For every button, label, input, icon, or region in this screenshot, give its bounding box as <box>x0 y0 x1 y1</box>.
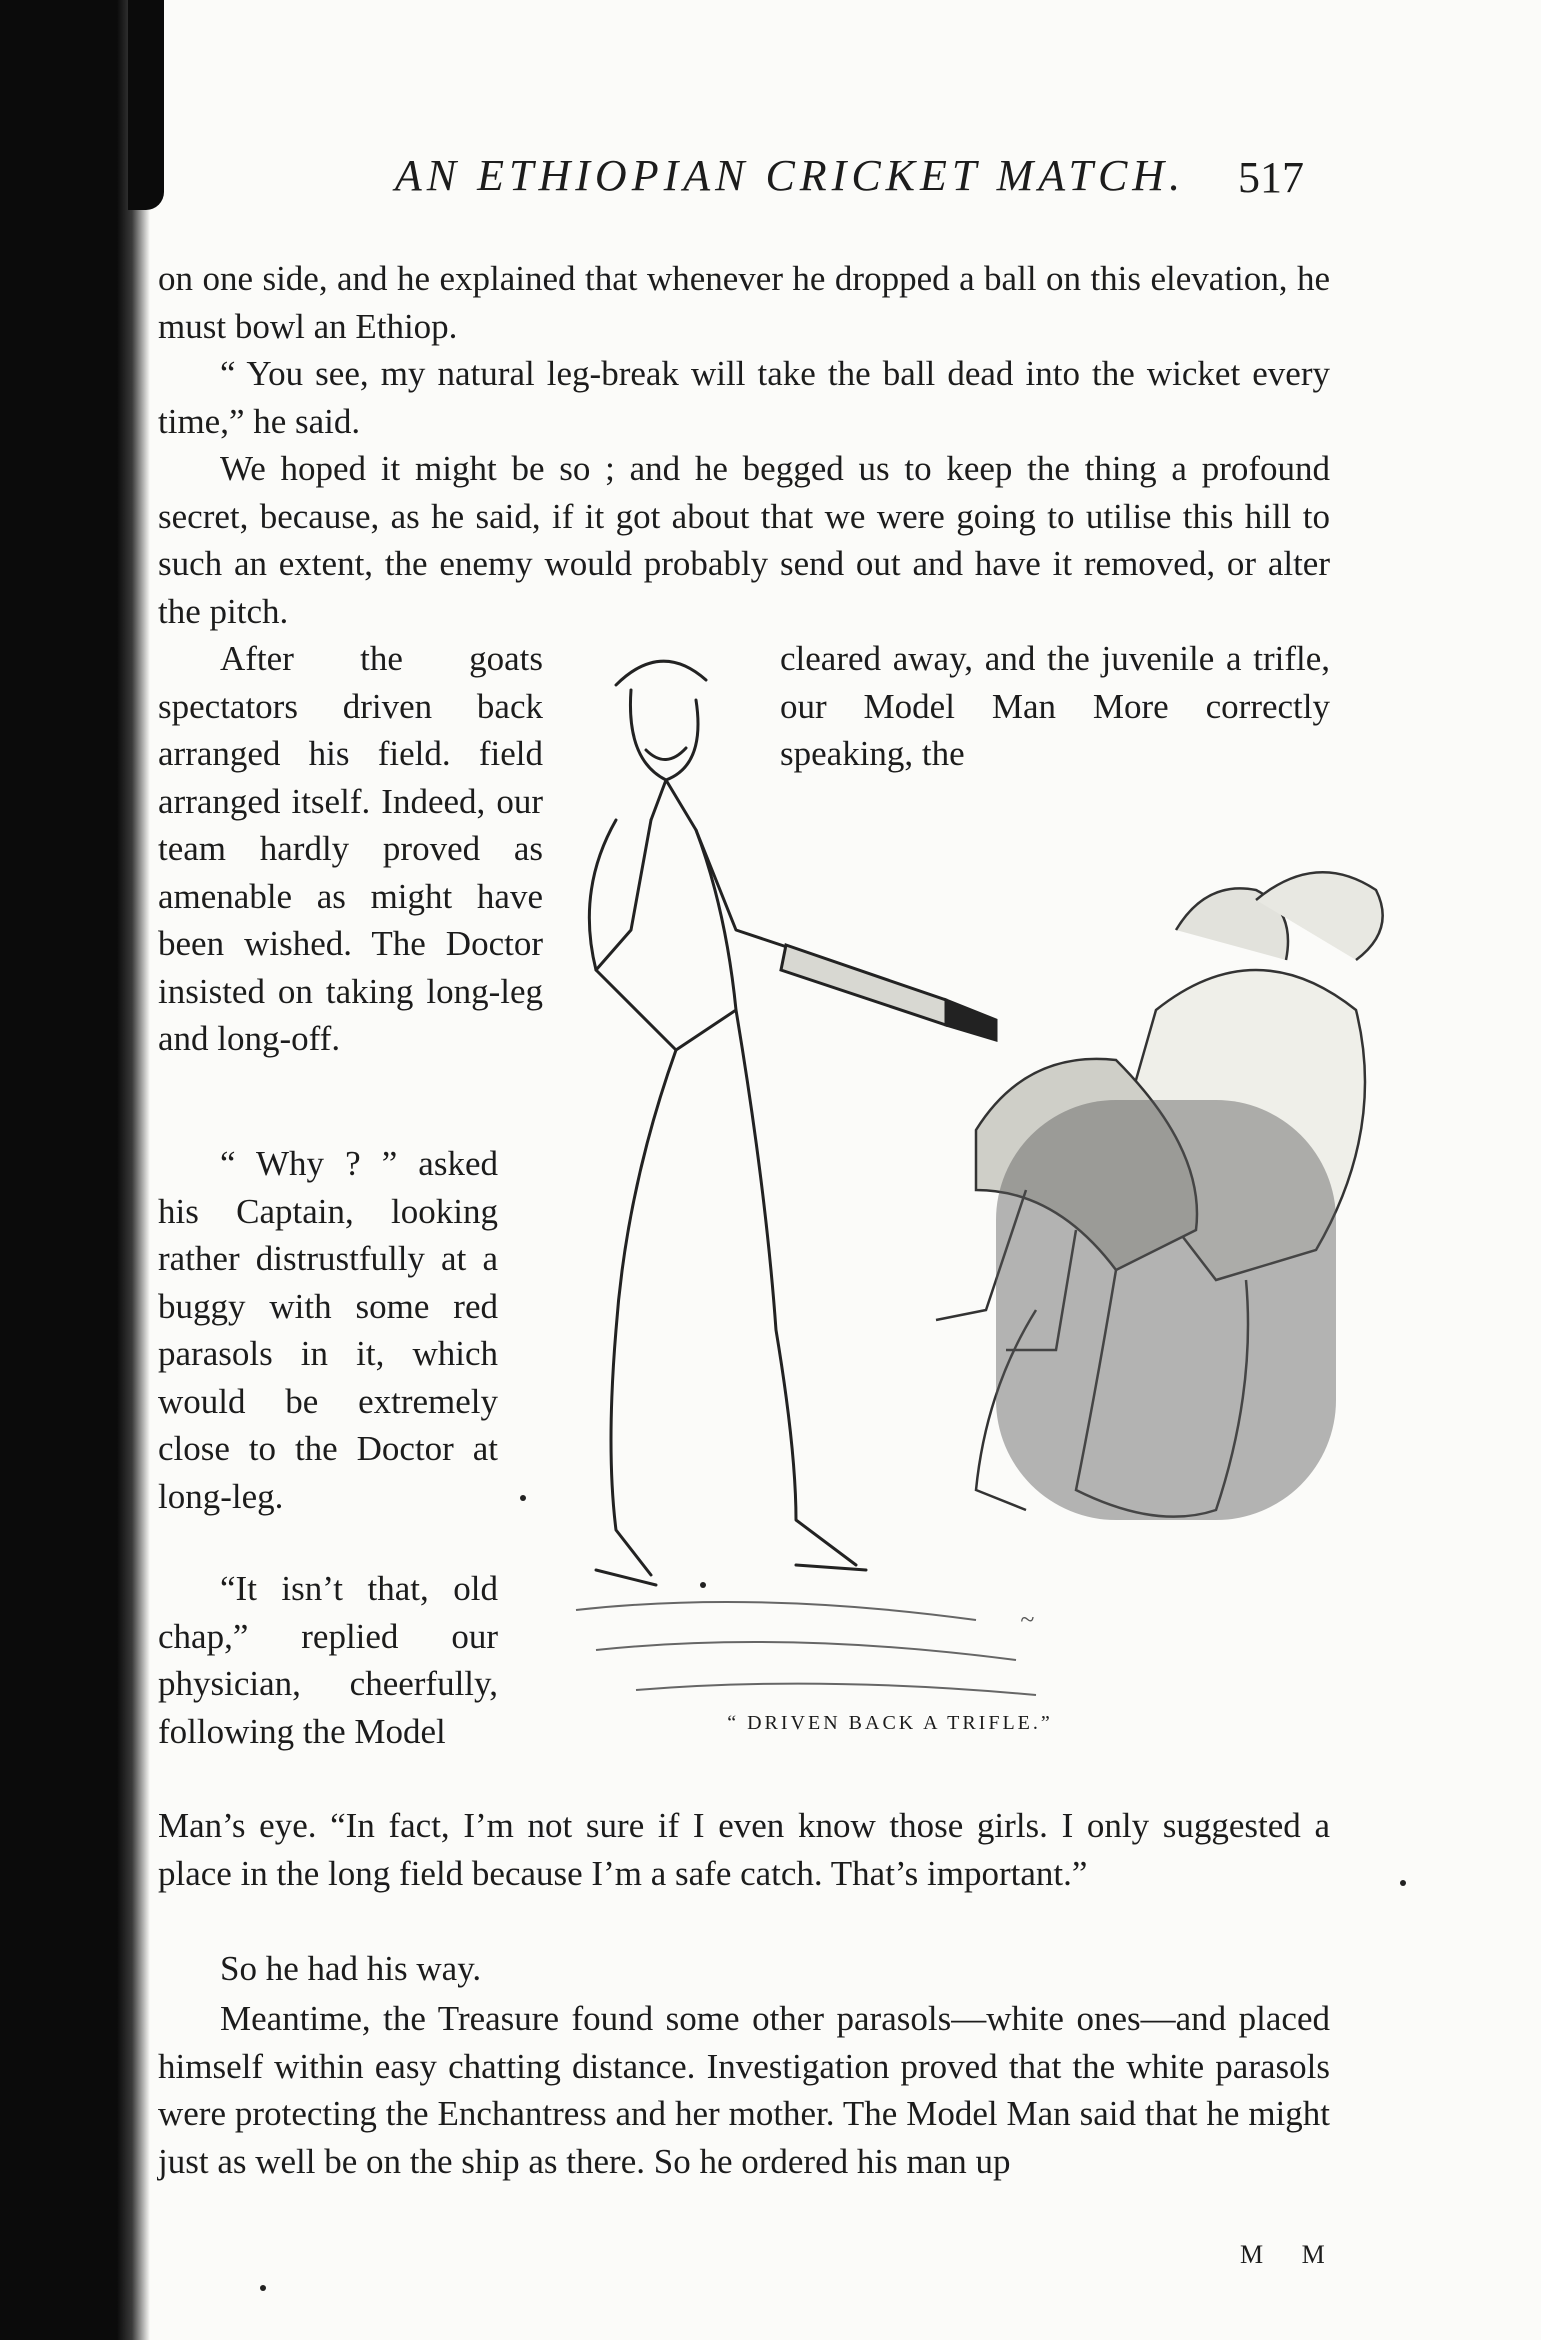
binding-shadow-notch <box>128 0 164 210</box>
figure-caption: “ DRIVEN BACK A TRIFLE.” <box>727 1712 1053 1734</box>
paragraph-2: “ You see, my natural leg-break will take the ball dead into the wicket every time,” he said. <box>158 354 1330 441</box>
wrap-text-right: cleared away, and the juvenile a trifle, our Model Man More correctly speaking, the <box>780 639 1330 773</box>
paragraph-1: on one side, and he explained that whenever he dropped a ball on this elevation, he must bowl an Ethiop. <box>158 259 1330 346</box>
paragraph-reply-start: “It isn’t that, old chap,” replied our physician, cheerfully, following the Model <box>158 1569 498 1751</box>
paragraph-so-he-had: So he had his way. <box>220 1949 482 1988</box>
paragraph-3: We hoped it might be so ; and he begged us to keep the thing a profound secret, because, as he said, if it got about that we were going to utilise this hill to such an extent, the enemy would probably send out and have it removed, or alter the pitch. <box>158 449 1330 631</box>
wrap-text-left: After the goats spectators driven back arranged his field. field arranged itself. Indeed, our team hardly proved as amenable as might have been wished. The Doctor insisted on taking long-leg and long-off. <box>158 639 543 1058</box>
page-number: 517 <box>1238 153 1304 202</box>
paragraph-reply-end: Man’s eye. “In fact, I’m not sure if I even know those girls. I only suggested a place in the long field because I’m a safe catch. That’s important.” <box>158 1806 1330 1893</box>
binding-shadow <box>0 0 150 2340</box>
speck <box>1400 1880 1406 1886</box>
speck <box>700 1582 706 1588</box>
paragraph-why: “ Why ? ” asked his Captain, looking rather distrustfully at a buggy with some red parasols in it, which would be extremely close to the Doctor at long-leg. <box>158 1144 498 1516</box>
cricket-bat <box>781 945 996 1040</box>
speck <box>520 1495 526 1501</box>
artist-signature: ~ <box>1020 1605 1035 1634</box>
paragraph-meantime: Meantime, the Treasure found some other parasols—white ones—and placed himself within easy chatting distance. Investigation proved that the white parasols were protecting the Enchantress and her mother. The Model Man said that he might just as well be on the ship as there. So he ordered his man up <box>158 1999 1330 2181</box>
speck <box>260 2285 266 2291</box>
running-title: AN ETHIOPIAN CRICKET MATCH. <box>394 151 1186 200</box>
signature-mark: M M <box>1240 2240 1341 2269</box>
cricket-illustration <box>556 630 1406 1740</box>
